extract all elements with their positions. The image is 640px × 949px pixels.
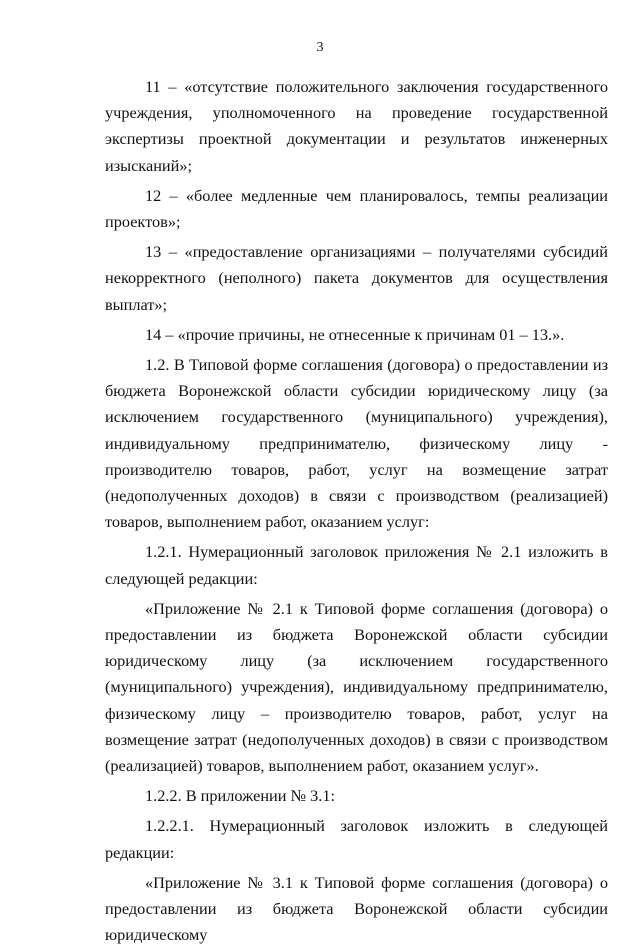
- page-number: 3: [316, 40, 324, 55]
- paragraph-reason-12: 12 – «более медленные чем планировалось, темпы реализации проектов»;: [105, 185, 608, 232]
- paragraph-reason-14: 14 – «прочие причины, не отнесенные к причинам 01 – 13.».: [145, 324, 565, 344]
- paragraph-appendix-2-1-title: «Приложение № 2.1 к Типовой форме соглашения (договора) о предоставлении из бюджета Воронежской области субсидии юридическому лицу (за исключением государственного (муниципального) учреждения), индивидуальному предпринимателю, физическому лицу – производителю товаров, работ, услуг на возмещение затрат (недополученных доходов) в связи с производством (реализацией) товаров, выполнением работ, оказанием услуг».: [105, 598, 608, 776]
- paragraph-reason-13: 13 – «предоставление организациями – получателями субсидий некорректного (неполного) пакета документов для осуществления выплат»;: [105, 242, 608, 314]
- document-body: [105, 74, 608, 949]
- paragraph-section-1-2-1: 1.2.1. Нумерационный заголовок приложения № 2.1 изложить в следующей редакции:: [105, 542, 608, 588]
- paragraph-section-1-2-2-1: 1.2.2.1. Нумерационный заголовок изложить в следующей редакции:: [105, 816, 608, 862]
- paragraph-reason-11: 11 – «отсутствие положительного заключения государственного учреждения, уполномоченного на проведение государственной экспертизы проектной документации и результатов инженерных изысканий»;: [105, 77, 608, 175]
- paragraph-section-1-2-2: 1.2.2. В приложении № 3.1:: [145, 786, 336, 806]
- paragraph-appendix-3-1-title: «Приложение № 3.1 к Типовой форме соглашения (договора) о предоставлении из бюджета Воронежской области субсидии юридическому: [105, 872, 608, 945]
- paragraph-section-1-2: 1.2. В Типовой форме соглашения (договора) о предоставлении из бюджета Воронежской области субсидии юридическому лицу (за исключением государственного (муниципального) учреждения), индивидуальному предпринимателю, физическому лицу - производителю товаров, работ, услуг на возмещение затрат (недополученных доходов) в связи с производством (реализацией) товаров, выполнением работ, оказанием услуг:: [105, 355, 608, 532]
